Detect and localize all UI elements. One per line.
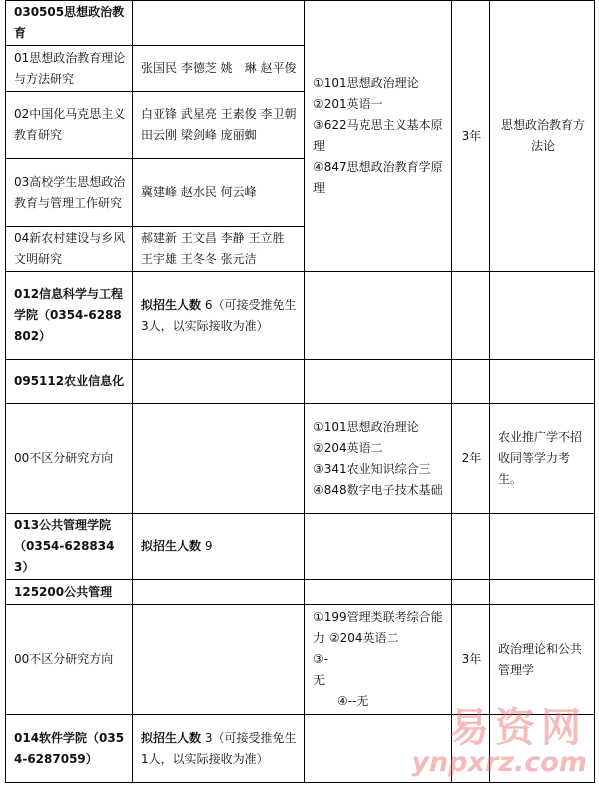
duration-cell: 2年 xyxy=(452,404,490,514)
empty-cell xyxy=(305,580,452,605)
watermark-url: ynpxrz.com xyxy=(411,747,587,778)
empty-cell xyxy=(490,272,595,360)
empty-cell xyxy=(490,580,595,605)
quota-value: 3（可接受推免生1人，以实际接收为准） xyxy=(141,730,297,766)
empty-cell xyxy=(490,715,595,783)
empty-cell xyxy=(305,272,452,360)
college-cell: 012信息科学与工程学院（0354-6288802） xyxy=(6,272,133,360)
major-cell: 030505思想政治教育 xyxy=(6,1,133,46)
quota-value: 9 xyxy=(201,539,213,553)
table-row xyxy=(6,514,595,580)
quota-label: 拟招生人数 xyxy=(141,730,202,745)
notes-cell: 农业推广学不招收同等学力考生。 xyxy=(490,404,595,514)
direction-cell: 00不区分研究方向 xyxy=(6,605,133,715)
duration-cell: 3年 xyxy=(452,605,490,715)
empty-cell xyxy=(452,360,490,404)
empty-cell xyxy=(305,360,452,404)
notes-cell: 思想政治教育方法论 xyxy=(490,1,595,272)
table-row xyxy=(6,404,595,514)
major-cell: 125200公共管理 xyxy=(6,580,133,605)
major-cell: 095112农业信息化 xyxy=(6,360,133,404)
empty-cell xyxy=(133,580,305,605)
table-row xyxy=(6,605,595,715)
duration-cell: 3年 xyxy=(452,1,490,272)
notes-cell: 政治理论和公共管理学 xyxy=(490,605,595,715)
advisors-cell: 白亚锋 武星亮 王素俊 李卫朝 田云刚 梁剑峰 庞丽蜘 xyxy=(133,92,305,159)
college-cell: 014软件学院（0354-6287059） xyxy=(6,715,133,783)
empty-cell xyxy=(452,715,490,783)
quota-cell xyxy=(133,272,305,360)
advisors-cell: 冀建峰 赵水民 何云峰 xyxy=(133,159,305,227)
empty-cell xyxy=(305,715,452,783)
watermark-text: 易资网 xyxy=(449,705,587,751)
empty-cell xyxy=(452,514,490,580)
direction-cell: 04新农村建设与乡风文明研究 xyxy=(6,227,133,272)
table-row xyxy=(6,715,595,783)
admissions-table xyxy=(5,0,595,783)
empty-cell xyxy=(490,514,595,580)
empty-cell xyxy=(133,404,305,514)
exam-subjects-cell: ①199管理类联考综合能力 ②204英语二 ③- 无 ④--无 xyxy=(305,605,452,715)
direction-cell: 00不区分研究方向 xyxy=(6,404,133,514)
empty-cell xyxy=(452,272,490,360)
empty-cell xyxy=(133,1,305,46)
empty-cell xyxy=(490,360,595,404)
table-row xyxy=(6,580,595,605)
direction-cell: 01思想政治教育理论与方法研究 xyxy=(6,46,133,92)
empty-cell xyxy=(305,514,452,580)
empty-cell: ①101思想政治理论 ②201英语一 ③622马克思主义基本原理 ④847思想政治教育学原理 xyxy=(305,1,452,272)
direction-cell: 02中国化马克思主义教育研究 xyxy=(6,92,133,159)
quota-cell xyxy=(133,715,305,783)
quota-value: 6（可接受推免生3人，以实际接收为准） xyxy=(141,297,297,333)
table-row xyxy=(6,1,595,46)
advisors-cell: 郝建新 王文昌 李静 王立胜 王宇雄 王冬冬 张元洁 xyxy=(133,227,305,272)
quota-label: 拟招生人数 xyxy=(141,539,202,553)
college-cell: 013公共管理学院（0354-6288343） xyxy=(6,514,133,580)
exam-subjects-cell: ①101思想政治理论 ②204英语二 ③341农业知识综合三 ④848数字电子技术基础 xyxy=(305,404,452,514)
table-row xyxy=(6,272,595,360)
direction-cell: 03高校学生思想政治教育与管理工作研究 xyxy=(6,159,133,227)
table-row xyxy=(6,360,595,404)
empty-cell xyxy=(133,360,305,404)
quota-cell xyxy=(133,514,305,580)
empty-cell xyxy=(133,605,305,715)
quota-label: 拟招生人数 xyxy=(141,297,202,312)
empty-cell xyxy=(452,580,490,605)
advisors-cell: 张国民 李德芝 姚 琳 赵平俊 xyxy=(133,46,305,92)
